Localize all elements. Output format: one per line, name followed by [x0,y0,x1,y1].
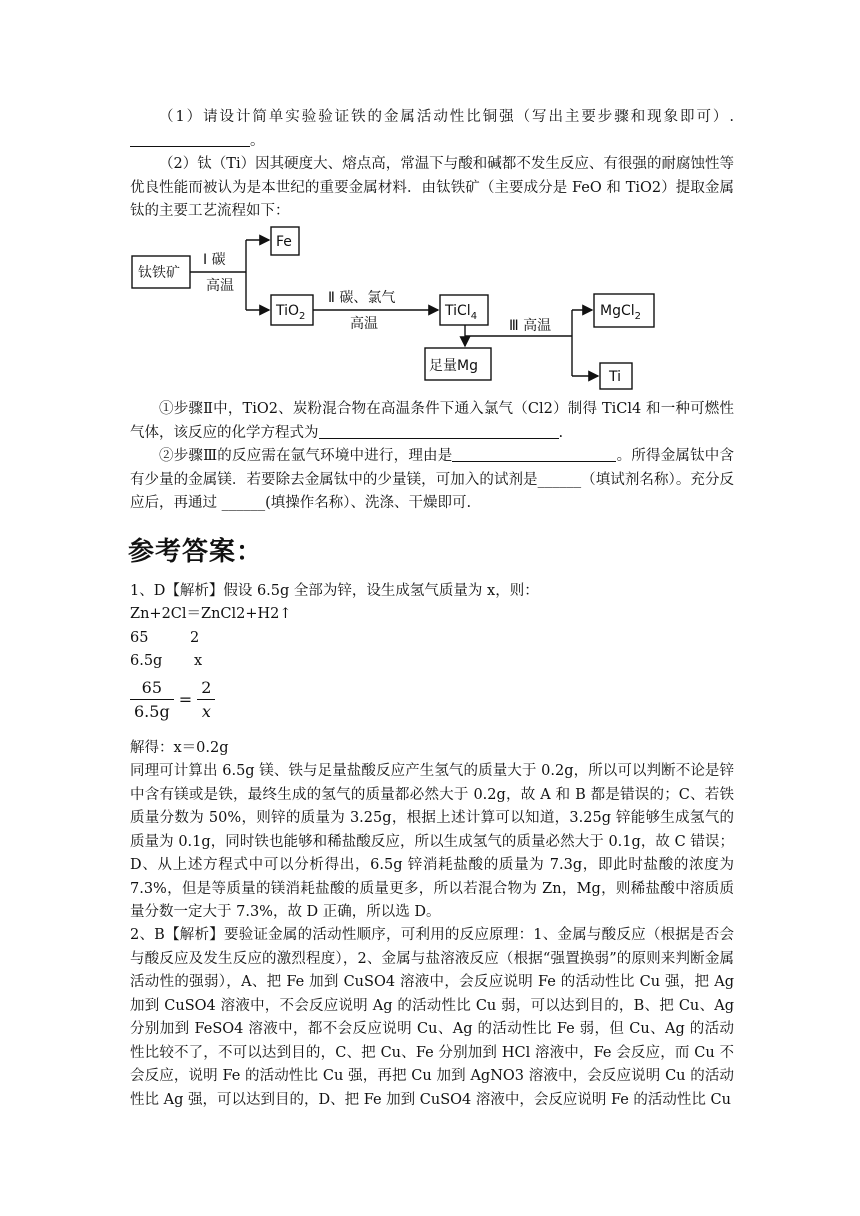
frac-right-num: 2 [201,678,212,697]
ratio-row2-a: 6.5g [130,653,163,669]
process-flowchart [128,222,668,392]
mgcl2-label: MgCl$_2$ [600,303,642,322]
frac-equals: = [178,690,193,709]
step2-question-text-b: 。所得金属钛中含有少量的金属镁．若要除去金属钛中的少量镁，可加入的试剂是______（填试剂名称）。充分反应后，再通过 ______(填操作名称）、洗涤、干燥即可. [130,448,734,511]
step1-question [130,398,734,445]
proportion-formula [130,678,215,721]
ratio-row1-b: 2 [190,630,200,646]
step2-condition: 高温 [350,316,378,332]
question-part1 [130,106,734,153]
ratio-row2-b: x [194,653,203,669]
step1-question-text: ①步骤Ⅱ中，TiO2、炭粉混合物在高温条件下通入氯气（Cl2）制得 TiCl4 和一种可燃性气体，该反应的化学方程式为 [130,401,734,441]
solve-line: 解得：x＝0.2g [130,740,229,756]
step1-question-end: . [558,424,564,441]
tio2-label: TiO$_2$ [276,303,306,322]
answer-blank [130,131,250,147]
ticl4-label: TiCl$_4$ [445,303,478,322]
ratio-row-2 [130,650,203,674]
question-part1-text: （1）请设计简单实验验证铁的金属活动性比铜强（写出主要步骤和现象即可）. [159,109,734,125]
step2-question [130,445,734,516]
reason-blank [452,446,616,462]
question-part1-end: 。 [250,132,265,149]
ore-label: 钛铁矿 [138,265,180,281]
frac-left-num: 65 [141,678,163,697]
reaction-equation: Zn+2Cl＝ZnCl2+H2↑ [130,606,292,622]
frac-right-den: x [197,699,215,721]
answers-heading: 参考答案： [128,537,264,567]
step1-label: Ⅰ 碳 [203,252,226,268]
ratio-row1-a: 65 [130,630,149,646]
answer1-intro: 1、D【解析】假设 6.5g 全部为锌，设生成氢气质量为 x，则： [130,583,539,599]
equation-blank [319,423,559,439]
question-part2: （2）钛（Ti）因其硬度大、熔点高，常温下与酸和碱都不发生反应、有很强的耐腐蚀性等优良性能而被认为是本世纪的重要金属材料．由钛铁矿（主要成分是 FeO 和 TiO2）提取金属钛的主要工艺流程如下： [130,156,734,219]
step2-label: Ⅱ 碳、氯气 [328,290,396,306]
step2-question-text-a: ②步骤Ⅲ的反应需在氩气环境中进行，理由是 [159,448,453,464]
ratio-row-1 [130,627,200,651]
fe-label: Fe [276,234,292,250]
frac-left-den: 6.5g [130,699,174,721]
step3-label: Ⅲ 高温 [509,318,552,334]
answer2-body: 2、B【解析】要验证金属的活动性顺序，可利用的反应原理：1、金属与酸反应（根据是否会与酸反应及发生反应的激烈程度），2、金属与盐溶液反应（根据“强置换弱”的原则来判断金属活动性的强弱），A、把 Fe 加到 CuSO4 溶液中，会反应说明 Fe 的活动性比 Cu 强，把 Ag 加到 CuSO4 溶液中，不会反应说明 Ag 的活动性比 Cu 弱，可以达到目的，B、把 Cu、Ag 分别加到 FeSO4 溶液中，都不会反应说明 Cu、Ag 的活动性比 Fe 弱，但 Cu、Ag 的活动性比较不了，不可以达到目的，C、把 Cu、Fe 分别加到 HCl 溶液中，Fe 会反应，而 Cu 不会反应，说明 Fe 的活动性比 Cu 强，再把 Cu 加到 AgNO3 溶液中，会反应说明 Cu 的活动性比 Ag 强，可以达到目的，D、把 Fe 加到 CuSO4 溶液中，会反应说明 Fe 的活动性比 Cu [130,927,734,1108]
ti-label: Ti [609,369,622,385]
mg-label: 足量Mg [429,358,478,374]
step1-condition: 高温 [206,278,234,294]
answer1-body: 同理可计算出 6.5g 镁、铁与足量盐酸反应产生氢气的质量大于 0.2g，所以可以判断不论是锌中含有镁或是铁，最终生成的氢气的质量都必然大于 0.2g，故 A 和 B 都是错误的；C、若铁质量分数为 50%，则锌的质量为 3.25g，根据上述计算可以知道，3.25g 锌能够生成氢气的质量为 0.1g，同时铁也能够和稀盐酸反应，所以生成氢气的质量必然大于 0.1g，故 C 错误；D、从上述方程式中可以分析得出，6.5g 锌消耗盐酸的质量为 7.3g，即此时盐酸的浓度为 7.3%，但是等质量的镁消耗盐酸的质量更多，所以若混合物为 Zn，Mg，则稀盐酸中溶质质量分数一定大于 7.3%，故 D 正确，所以选 D。 [130,763,734,920]
